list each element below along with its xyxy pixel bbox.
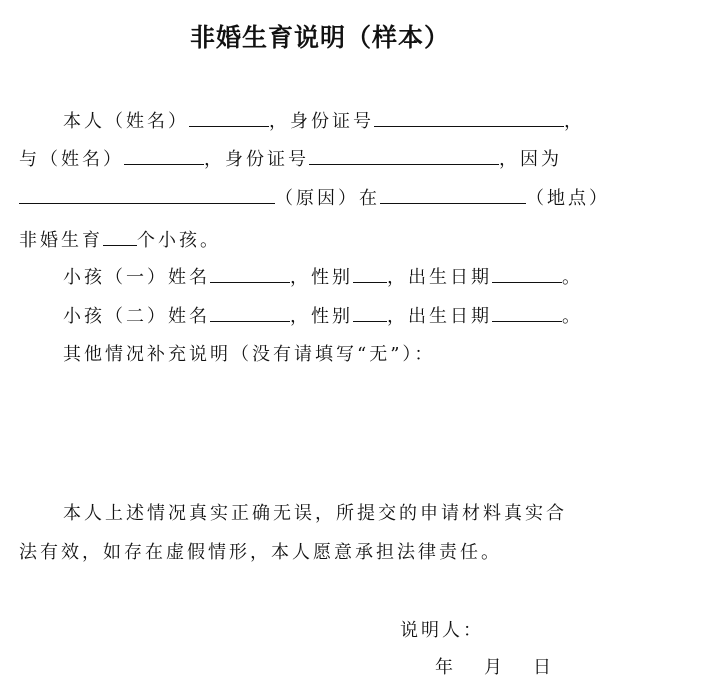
self-name-blank[interactable] xyxy=(189,110,269,127)
child2-gender-blank[interactable] xyxy=(353,305,387,322)
line-reason xyxy=(19,187,610,210)
child2-birth-blank[interactable] xyxy=(492,305,562,322)
partner-id-blank[interactable] xyxy=(309,148,499,165)
children-count-blank[interactable] xyxy=(103,229,137,246)
day-label: 日 xyxy=(533,657,554,678)
declaration-line-2: 法有效，如存在虚假情形，本人愿意承担法律责任。 xyxy=(19,542,502,563)
place-blank[interactable] xyxy=(380,187,526,204)
other-notes-label: 其他情况补充说明（没有请填写“无”）： xyxy=(63,344,436,365)
child1-birth-blank[interactable] xyxy=(492,266,562,283)
self-id-blank[interactable] xyxy=(374,110,564,127)
place-label: （地点） xyxy=(526,188,610,209)
child2-birth-label: ，出生日期 xyxy=(387,306,492,327)
births-label: 非婚生育 xyxy=(19,230,103,251)
because-label: ，因为 xyxy=(499,149,562,170)
child2-name-label: 小孩（二）姓名 xyxy=(63,306,210,327)
page-title: 非婚生育说明（样本） xyxy=(189,23,450,52)
comma: ， xyxy=(564,111,585,132)
reason-label: （原因）在 xyxy=(275,188,380,209)
period: 。 xyxy=(562,267,583,288)
children-unit-label: 个小孩。 xyxy=(137,230,221,251)
child2-name-blank[interactable] xyxy=(210,305,290,322)
month-label: 月 xyxy=(484,657,505,678)
line-child-2 xyxy=(63,305,583,328)
partner-name-label: 与（姓名） xyxy=(19,149,124,170)
declaration-line-1: 本人上述情况真实正确无误，所提交的申请材料真实合 xyxy=(63,503,567,524)
self-id-label: ，身份证号 xyxy=(269,111,374,132)
reason-blank[interactable] xyxy=(19,187,275,204)
year-label: 年 xyxy=(435,657,456,678)
child1-gender-label: ，性别 xyxy=(290,267,353,288)
date-line xyxy=(435,657,554,679)
line-child-1 xyxy=(63,266,583,289)
partner-name-blank[interactable] xyxy=(124,148,204,165)
period: 。 xyxy=(562,306,583,327)
child1-name-label: 小孩（一）姓名 xyxy=(63,267,210,288)
child2-gender-label: ，性别 xyxy=(290,306,353,327)
line-children-count xyxy=(19,229,221,252)
self-name-label: 本人（姓名） xyxy=(63,111,189,132)
line-self xyxy=(63,110,585,133)
child1-birth-label: ，出生日期 xyxy=(387,267,492,288)
signer-label: 说明人： xyxy=(400,620,484,641)
child1-name-blank[interactable] xyxy=(210,266,290,283)
child1-gender-blank[interactable] xyxy=(353,266,387,283)
partner-id-label: ，身份证号 xyxy=(204,149,309,170)
line-partner xyxy=(19,148,562,171)
